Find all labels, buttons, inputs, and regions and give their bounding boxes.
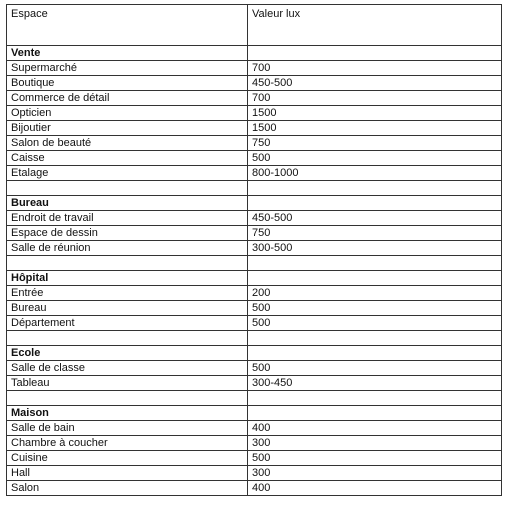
space-name: Salon de beauté: [7, 136, 248, 151]
empty-cell: [7, 391, 248, 406]
table-row: [7, 241, 502, 256]
space-name: Hall: [7, 466, 248, 481]
lux-value: 450-500: [248, 76, 502, 91]
space-name: Bureau: [7, 301, 248, 316]
spacer-row: [7, 331, 502, 346]
space-name: Commerce de détail: [7, 91, 248, 106]
space-name: Espace de dessin: [7, 226, 248, 241]
empty-cell: [248, 406, 502, 421]
lux-value: 400: [248, 421, 502, 436]
lux-values-table: [6, 4, 502, 496]
table-row: [7, 451, 502, 466]
space-name: Salle de réunion: [7, 241, 248, 256]
section-title: Hôpital: [7, 271, 248, 286]
space-name: Bijoutier: [7, 121, 248, 136]
space-name: Etalage: [7, 166, 248, 181]
table-row: [7, 151, 502, 166]
empty-cell: [248, 256, 502, 271]
header-row: [7, 5, 502, 46]
lux-value: 500: [248, 316, 502, 331]
section-title: Vente: [7, 46, 248, 61]
empty-cell: [248, 391, 502, 406]
table-row: [7, 76, 502, 91]
table-row: [7, 106, 502, 121]
space-name: Tableau: [7, 376, 248, 391]
lux-value: 300: [248, 466, 502, 481]
table-row: [7, 211, 502, 226]
lux-value: 300-450: [248, 376, 502, 391]
section-title-row: [7, 271, 502, 286]
lux-value: 200: [248, 286, 502, 301]
spacer-row: [7, 256, 502, 271]
lux-value: 500: [248, 301, 502, 316]
table-row: [7, 376, 502, 391]
table-row: [7, 481, 502, 496]
lux-value: 500: [248, 451, 502, 466]
table-row: [7, 61, 502, 76]
space-name: Entrée: [7, 286, 248, 301]
section-title-row: [7, 346, 502, 361]
section-title: Maison: [7, 406, 248, 421]
lux-value: 450-500: [248, 211, 502, 226]
table-row: [7, 301, 502, 316]
lux-value: 1500: [248, 106, 502, 121]
space-name: Chambre à coucher: [7, 436, 248, 451]
table-row: [7, 286, 502, 301]
table-row: [7, 316, 502, 331]
lux-value: 500: [248, 361, 502, 376]
table-row: [7, 436, 502, 451]
lux-value: 700: [248, 61, 502, 76]
spacer-row: [7, 391, 502, 406]
space-name: Salle de classe: [7, 361, 248, 376]
lux-value: 700: [248, 91, 502, 106]
lux-value: 300-500: [248, 241, 502, 256]
table-row: [7, 361, 502, 376]
space-name: Caisse: [7, 151, 248, 166]
empty-cell: [248, 346, 502, 361]
lux-value: 750: [248, 226, 502, 241]
lux-value: 300: [248, 436, 502, 451]
table-row: [7, 421, 502, 436]
lux-value: 400: [248, 481, 502, 496]
header-lux: Valeur lux: [248, 5, 502, 46]
empty-cell: [248, 271, 502, 286]
table-row: [7, 226, 502, 241]
lux-value: 500: [248, 151, 502, 166]
empty-cell: [248, 181, 502, 196]
lux-table-body: [7, 5, 502, 496]
table-row: [7, 91, 502, 106]
space-name: Opticien: [7, 106, 248, 121]
empty-cell: [7, 181, 248, 196]
spacer-row: [7, 181, 502, 196]
section-title: Ecole: [7, 346, 248, 361]
empty-cell: [248, 331, 502, 346]
empty-cell: [7, 256, 248, 271]
space-name: Salon: [7, 481, 248, 496]
header-space: Espace: [7, 5, 248, 46]
table-row: [7, 466, 502, 481]
lux-value: 1500: [248, 121, 502, 136]
table-row: [7, 121, 502, 136]
space-name: Supermarché: [7, 61, 248, 76]
section-title: Bureau: [7, 196, 248, 211]
empty-cell: [7, 331, 248, 346]
space-name: Salle de bain: [7, 421, 248, 436]
space-name: Cuisine: [7, 451, 248, 466]
lux-value: 800-1000: [248, 166, 502, 181]
table-row: [7, 136, 502, 151]
lux-value: 750: [248, 136, 502, 151]
section-title-row: [7, 196, 502, 211]
empty-cell: [248, 46, 502, 61]
space-name: Endroit de travail: [7, 211, 248, 226]
space-name: Boutique: [7, 76, 248, 91]
empty-cell: [248, 196, 502, 211]
table-row: [7, 166, 502, 181]
section-title-row: [7, 406, 502, 421]
space-name: Département: [7, 316, 248, 331]
section-title-row: [7, 46, 502, 61]
